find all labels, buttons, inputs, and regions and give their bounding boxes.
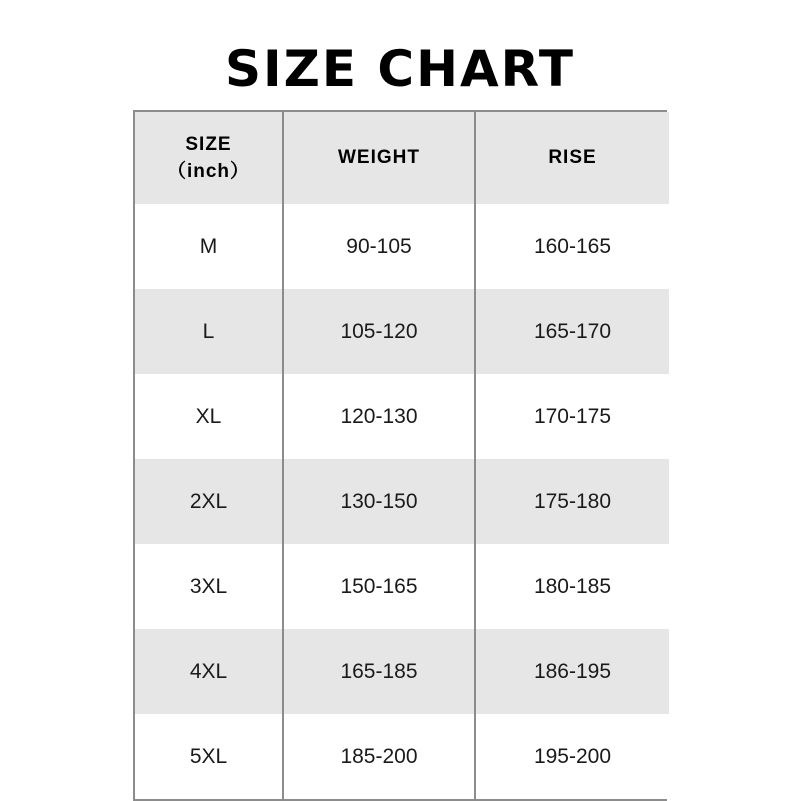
column-header-size: [135, 112, 283, 204]
cell-size: M: [135, 204, 283, 289]
table-row: [135, 629, 669, 714]
size-chart-table: [135, 112, 669, 799]
cell-weight: 120-130: [283, 374, 475, 459]
table-row: [135, 289, 669, 374]
cell-weight: 185-200: [283, 714, 475, 799]
table-row: [135, 714, 669, 799]
cell-size: 2XL: [135, 459, 283, 544]
table-row: [135, 459, 669, 544]
column-header-weight: WEIGHT: [283, 112, 475, 204]
cell-weight: 165-185: [283, 629, 475, 714]
table-row: [135, 544, 669, 629]
table-body: [135, 204, 669, 799]
cell-weight: 105-120: [283, 289, 475, 374]
table-header: [135, 112, 669, 204]
column-header-size-main: SIZE: [185, 133, 232, 155]
cell-rise: 186-195: [475, 629, 669, 714]
cell-rise: 180-185: [475, 544, 669, 629]
cell-size: L: [135, 289, 283, 374]
cell-rise: 170-175: [475, 374, 669, 459]
page-title: SIZE CHART: [224, 40, 576, 98]
column-header-rise: RISE: [475, 112, 669, 204]
cell-rise: 165-170: [475, 289, 669, 374]
cell-rise: 160-165: [475, 204, 669, 289]
cell-size: 3XL: [135, 544, 283, 629]
cell-rise: 175-180: [475, 459, 669, 544]
table-header-row: [135, 112, 669, 204]
cell-size: 4XL: [135, 629, 283, 714]
cell-rise: 195-200: [475, 714, 669, 799]
size-chart-table-container: [133, 110, 667, 801]
cell-size: XL: [135, 374, 283, 459]
cell-size: 5XL: [135, 714, 283, 799]
cell-weight: 150-165: [283, 544, 475, 629]
column-header-size-unit: （inch）: [166, 160, 251, 182]
cell-weight: 130-150: [283, 459, 475, 544]
table-row: [135, 204, 669, 289]
table-row: [135, 374, 669, 459]
cell-weight: 90-105: [283, 204, 475, 289]
